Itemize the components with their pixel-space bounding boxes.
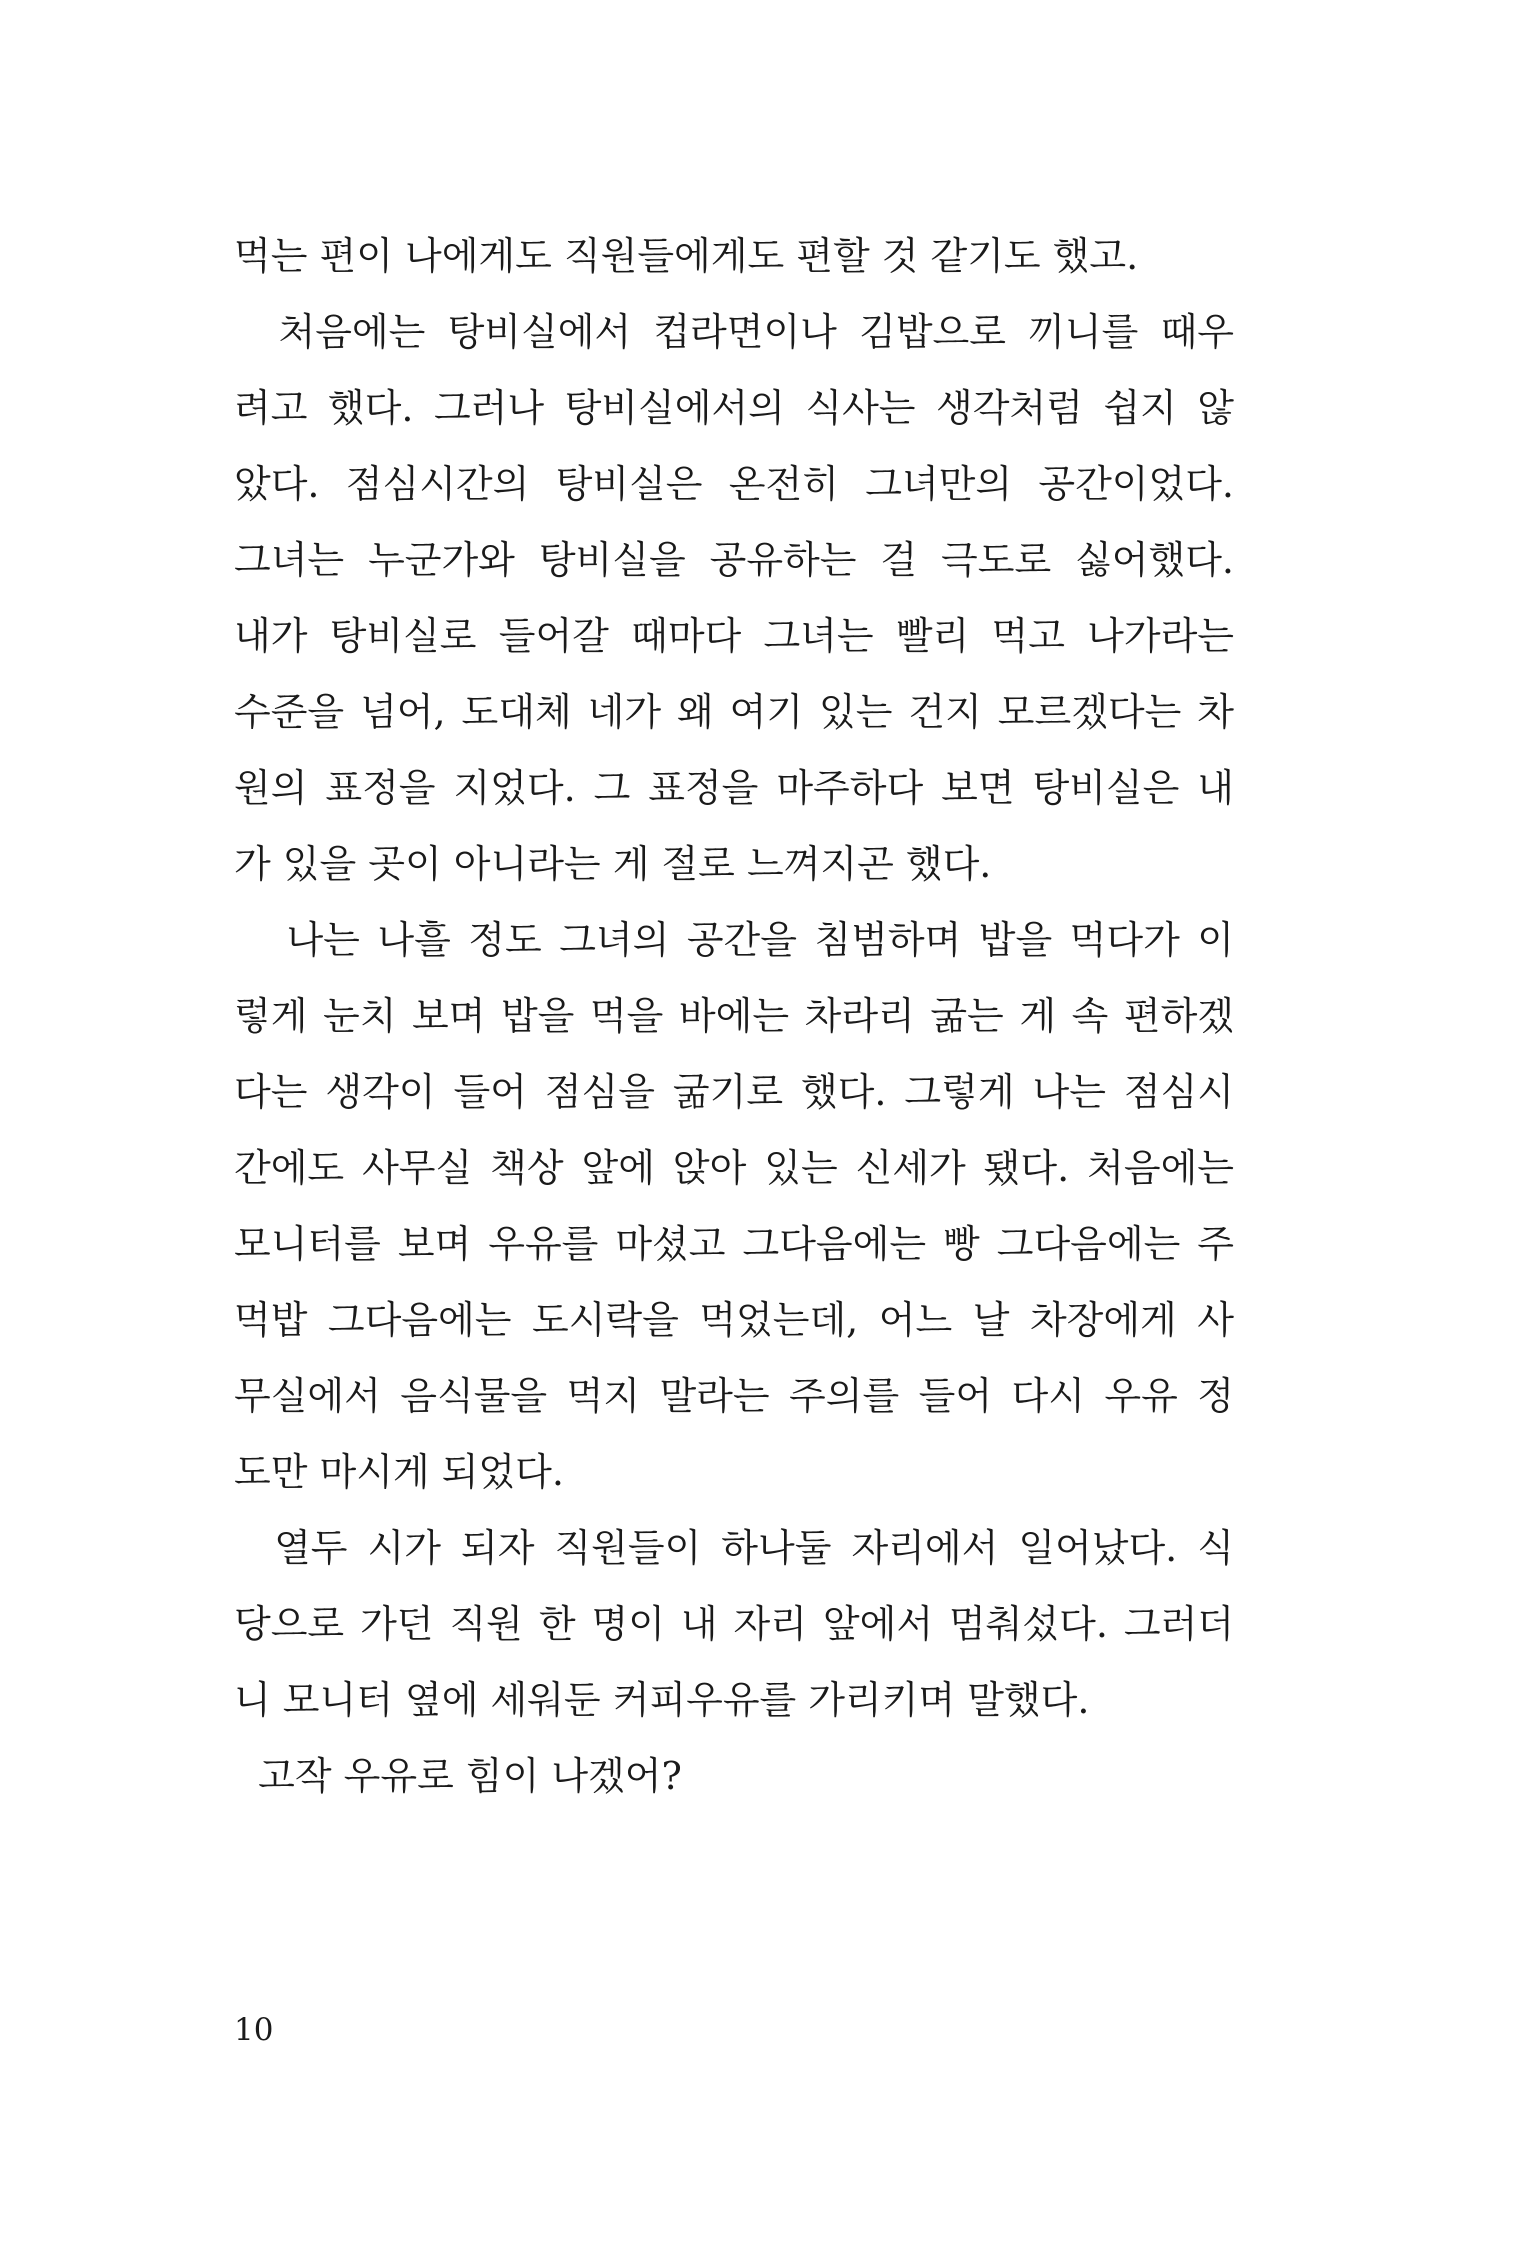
text-line: 내가 탕비실로 들어갈 때마다 그녀는 빨리 먹고 나가라는 — [234, 614, 1234, 658]
text-line: 다는 생각이 들어 점심을 굶기로 했다. 그렇게 나는 점심시 — [234, 1070, 1234, 1114]
text-line: 처음에는 탕비실에서 컵라면이나 김밥으로 끼니를 때우 — [234, 310, 1234, 354]
text-line: 렇게 눈치 보며 밥을 먹을 바에는 차라리 굶는 게 속 편하겠 — [234, 994, 1234, 1038]
text-line: 니 모니터 옆에 세워둔 커피우유를 가리키며 말했다. — [234, 1678, 1090, 1722]
text-line: 려고 했다. 그러나 탕비실에서의 식사는 생각처럼 쉽지 않 — [234, 386, 1234, 430]
text-line: 모니터를 보며 우유를 마셨고 그다음에는 빵 그다음에는 주 — [234, 1222, 1234, 1266]
paragraph-4 — [234, 1510, 1234, 1738]
text-line: 열두 시가 되자 직원들이 하나둘 자리에서 일어났다. 식 — [234, 1526, 1234, 1570]
body-text — [234, 218, 1234, 1814]
text-line: 고작 우유로 힘이 나겠어? — [234, 1754, 682, 1798]
text-line: 간에도 사무실 책상 앞에 앉아 있는 신세가 됐다. 처음에는 — [234, 1146, 1234, 1190]
text-line: 나는 나흘 정도 그녀의 공간을 침범하며 밥을 먹다가 이 — [234, 918, 1234, 962]
text-line: 먹는 편이 나에게도 직원들에게도 편할 것 같기도 했고. — [234, 234, 1139, 278]
paragraph-5 — [234, 1738, 1234, 1814]
text-line: 먹밥 그다음에는 도시락을 먹었는데, 어느 날 차장에게 사 — [234, 1298, 1234, 1342]
text-line: 가 있을 곳이 아니라는 게 절로 느껴지곤 했다. — [234, 842, 992, 886]
text-line: 당으로 가던 직원 한 명이 내 자리 앞에서 멈춰섰다. 그러더 — [234, 1602, 1234, 1646]
text-line: 그녀는 누군가와 탕비실을 공유하는 걸 극도로 싫어했다. — [234, 538, 1234, 582]
paragraph-2 — [234, 294, 1234, 902]
paragraph-3 — [234, 902, 1234, 1510]
text-line: 무실에서 음식물을 먹지 말라는 주의를 들어 다시 우유 정 — [234, 1374, 1234, 1418]
text-line: 도만 마시게 되었다. — [234, 1450, 564, 1494]
text-line: 수준을 넘어, 도대체 네가 왜 여기 있는 건지 모르겠다는 차 — [234, 690, 1234, 734]
text-line: 원의 표정을 지었다. 그 표정을 마주하다 보면 탕비실은 내 — [234, 766, 1234, 810]
text-line: 았다. 점심시간의 탕비실은 온전히 그녀만의 공간이었다. — [234, 462, 1234, 506]
paragraph-1 — [234, 218, 1234, 294]
page-number: 10 — [234, 2012, 274, 2048]
